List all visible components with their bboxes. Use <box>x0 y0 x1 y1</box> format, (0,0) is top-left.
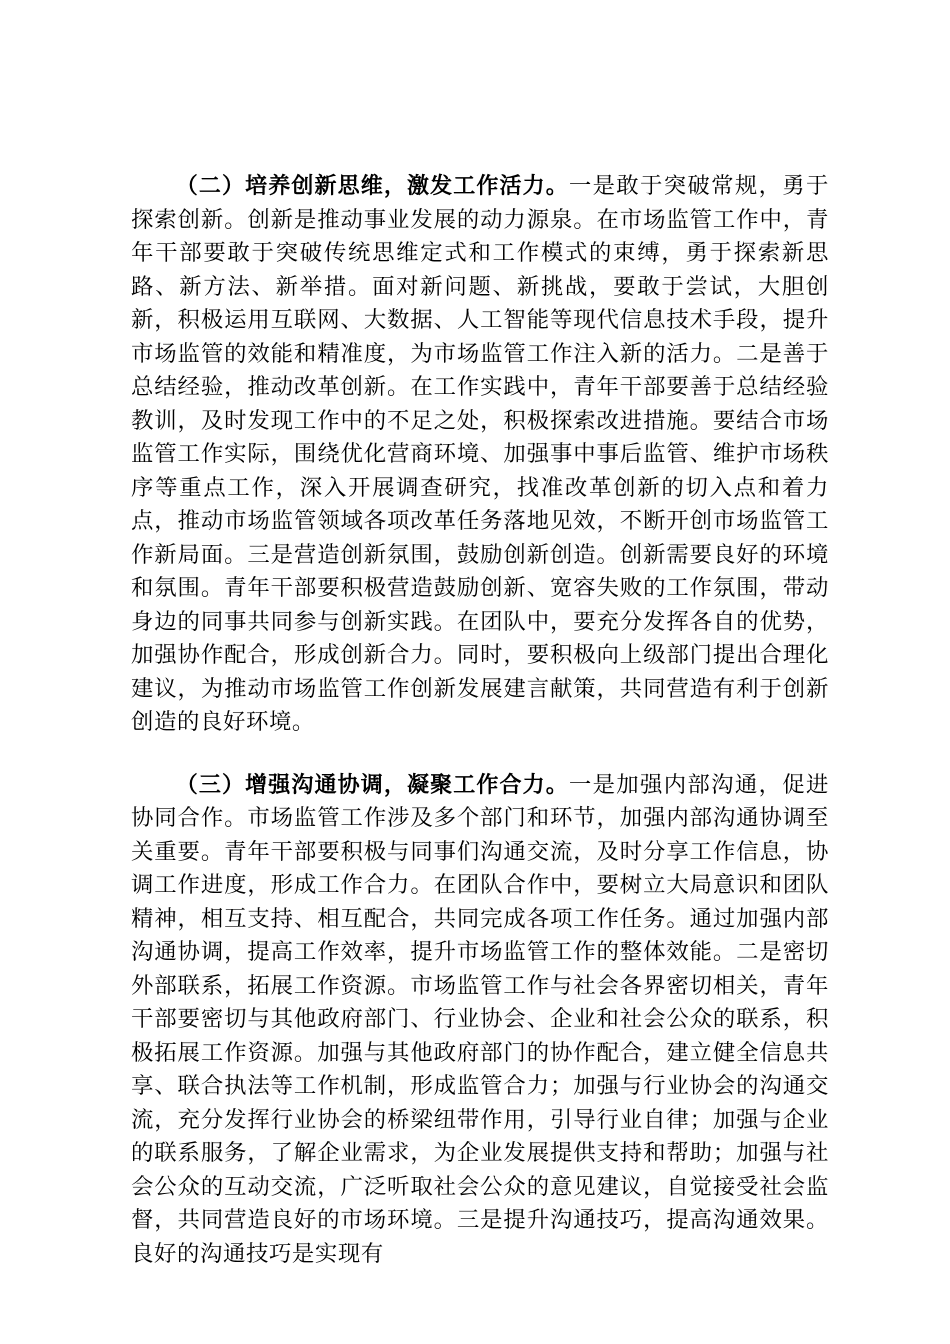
section-body-3: 一是加强内部沟通，促进协同合作。市场监管工作涉及多个部门和环节，加强内部沟通协调至关重要。青年干部要积极与同事们沟通交流，及时分享工作信息，协调工作进度，形成工作合力。在团队合作中，要树立大局意识和团队精神，相互支持、相互配合，共同完成各项工作任务。通过加强内部沟通协调，提高工作效率，提升市场监管工作的整体效能。二是密切外部联系，拓展工作资源。市场监管工作与社会各界密切相关，青年干部要密切与其他政府部门、行业协会、企业和社会公众的联系，积极拓展工作资源。加强与其他政府部门的协作配合，建立健全信息共享、联合执法等工作机制，形成监管合力；加强与行业协会的沟通交流，充分发挥行业协会的桥梁纽带作用，引导行业自律；加强与企业的联系服务，了解企业需求，为企业发展提供支持和帮助；加强与社会公众的互动交流，广泛听取社会公众的意见建议，自觉接受社会监督，共同营造良好的市场环境。三是提升沟通技巧，提高沟通效果。良好的沟通技巧是实现有 <box>131 771 829 1267</box>
section-heading-2: （二）培养创新思维，激发工作活力。 <box>175 174 569 199</box>
section-paragraph-2 <box>131 170 829 740</box>
section-body-2: 一是敢于突破常规，勇于探索创新。创新是推动事业发展的动力源泉。在市场监管工作中，青年干部要敢于突破传统思维定式和工作模式的束缚，勇于探索新思路、新方法、新举措。面对新问题、新挑战，要敢于尝试，大胆创新，积极运用互联网、大数据、人工智能等现代信息技术手段，提升市场监管的效能和精准度，为市场监管工作注入新的活力。二是善于总结经验，推动改革创新。在工作实践中，青年干部要善于总结经验教训，及时发现工作中的不足之处，积极探索改进措施。要结合市场监管工作实际，围绕优化营商环境、加强事中事后监管、维护市场秩序等重点工作，深入开展调查研究，找准改革创新的切入点和着力点，推动市场监管领域各项改革任务落地见效，不断开创市场监管工作新局面。三是营造创新氛围，鼓励创新创造。创新需要良好的环境和氛围。青年干部要积极营造鼓励创新、宽容失败的工作氛围，带动身边的同事共同参与创新实践。在团队中，要充分发挥各自的优势，加强协作配合，形成创新合力。同时，要积极向上级部门提出合理化建议，为推动市场监管工作创新发展建言献策，共同营造有利于创新创造的良好环境。 <box>131 173 829 735</box>
section-heading-3: （三）增强沟通协调，凝聚工作合力。 <box>175 772 569 798</box>
section-paragraph-3 <box>131 769 829 1272</box>
document-page <box>131 170 829 1300</box>
